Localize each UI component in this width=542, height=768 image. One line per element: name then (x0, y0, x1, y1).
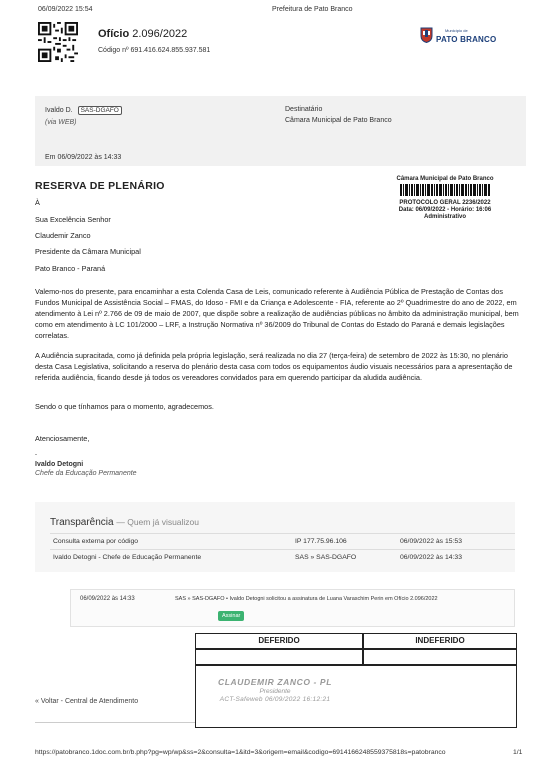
stamp-line-2: PROTOCOLO GERAL 2236/2022 (399, 200, 491, 206)
body-paragraph-1: Valemo-nos do presente, para encaminhar a esta Colenda Casa de Leis, comunicado referente à Audiência Pública de Prestação de Contas dos Fundos Municipal de Assistência Social – FMAS, do Idoso - FMI e da Criança e Adolescente - FIA, referente ao 2º Quadrimestre do ano de 2022, em atendimento à Lei nº 2.766 de 09 de maio de 2007, que dispõe sobre a realização de audiências públicas no âmbito da administração municipal, bem como em atendimento à LC 101/2000 – LRF, a Instrução Normativa nº 36/2009 do Tribunal de Contas do Estado do Paraná e demais legislações correlatas. (35, 287, 519, 340)
doc-number: 2.096/2022 (132, 28, 188, 40)
footer-page: 1/1 (513, 749, 523, 756)
sender-via: (via WEB) (45, 119, 77, 126)
doc-code: Código nº 691.416.624.855.937.581 (98, 47, 211, 54)
body-paragraph-2: A Audiência supracitada, como já definida pela própria legislação, será realizada no dia 27 (terça-feira) de setembro de 2022 às 15:30, no plenário desta Casa Legislativa, solicitando a reserva do plenário desta casa com todos os equipamentos áudio visuais necessários para a apresentação de referida audiência, ficando desde já todos os vereadores convidados para em querendo participar da aludida audiência. (35, 351, 513, 382)
divider (50, 549, 515, 550)
letter-heading: RESERVA DE PLENÁRIO (35, 180, 165, 192)
sender-name: Ivaldo D. (45, 107, 73, 114)
back-link[interactable]: « Voltar - Central de Atendimento (35, 698, 139, 705)
addressee-line-4: Pato Branco - Paraná (35, 264, 106, 273)
deferido-header: DEFERIDO (258, 636, 300, 645)
view-row-2-who: Ivaldo Detogni - Chefe de Educação Permanente (53, 554, 202, 561)
signature-dash: - (35, 452, 37, 458)
qr-code-icon (38, 22, 78, 62)
indeferido-header: INDEFERIDO (415, 636, 465, 645)
sign-button[interactable]: Assinar (218, 611, 244, 621)
addressee-to: À (35, 198, 40, 207)
dest-value: Câmara Municipal de Pato Branco (285, 117, 392, 124)
print-site-name: Prefeitura de Pato Branco (272, 6, 353, 13)
sender-tag: SAS-DGAFO (78, 106, 122, 115)
view-row-1-who: Consulta externa por código (53, 538, 139, 545)
activity-text: SAS » SAS-DGAFO • Ivaldo Detogni solicitou a assinatura de Luana Varaschim Perin em Ofício 2.096/2022 (175, 596, 438, 602)
stamp-line-1: Câmara Municipal de Pato Branco (396, 176, 494, 182)
logo-small-text: Município de (445, 28, 468, 33)
closing: Atenciosamente, (35, 434, 90, 443)
signature-name: CLAUDEMIR ZANCO - PL (218, 677, 332, 687)
protocol-stamp (390, 176, 500, 221)
view-row-1-when: 06/09/2022 às 15:53 (400, 538, 462, 545)
divider (35, 722, 195, 723)
dest-label: Destinatário (285, 106, 323, 113)
signer-name: Ivaldo Detogni (35, 461, 84, 468)
print-datetime: 06/09/2022 15:54 (38, 6, 93, 13)
addressee-line-3: Presidente da Câmara Municipal (35, 247, 141, 256)
divider (50, 533, 515, 534)
body-paragraph-3: Sendo o que tínhamos para o momento, agradecemos. (35, 402, 214, 411)
signature-act: ACT-Safeweb 06/09/2022 16:12:21 (219, 696, 331, 703)
stamp-line-3: Data: 06/09/2022 - Horário: 16:06 (398, 207, 492, 213)
stamp-line-4: Administrativo (423, 214, 466, 220)
addressee-line-2: Claudemir Zanco (35, 231, 91, 240)
doc-type: Ofício (98, 28, 130, 40)
signature-stamp (200, 677, 350, 703)
sender (45, 106, 122, 115)
addressee-line-1: Sua Excelência Senhor (35, 215, 111, 224)
view-row-2-where: SAS » SAS-DGAFO (295, 554, 357, 561)
transparency-title (50, 517, 199, 528)
transparency-subtitle: — Quem já visualizou (116, 517, 200, 527)
barcode-icon (400, 184, 490, 196)
coat-of-arms-icon (420, 27, 433, 43)
activity-date: 06/09/2022 às 14:33 (80, 596, 135, 602)
doc-title (98, 28, 187, 40)
view-row-2-when: 06/09/2022 às 14:33 (400, 554, 462, 561)
signer-role: Chefe da Educação Permanente (35, 470, 137, 477)
footer-url: https://patobranco.1doc.com.br/b.php?pg=wp/wp&ss=2&consulta=1&itd=3&origem=email&codigo=6914166248559375818s=patobranco (35, 749, 446, 756)
logo-name: PATO BRANCO (436, 35, 497, 44)
doc-date: Em 06/09/2022 às 14:33 (45, 154, 122, 161)
activity-box (70, 589, 515, 627)
transparency-heading: Transparência (50, 517, 114, 528)
signature-role: Presidente (259, 688, 291, 695)
view-row-1-where: IP 177.75.96.106 (295, 538, 347, 545)
transparency-panel (35, 502, 515, 572)
